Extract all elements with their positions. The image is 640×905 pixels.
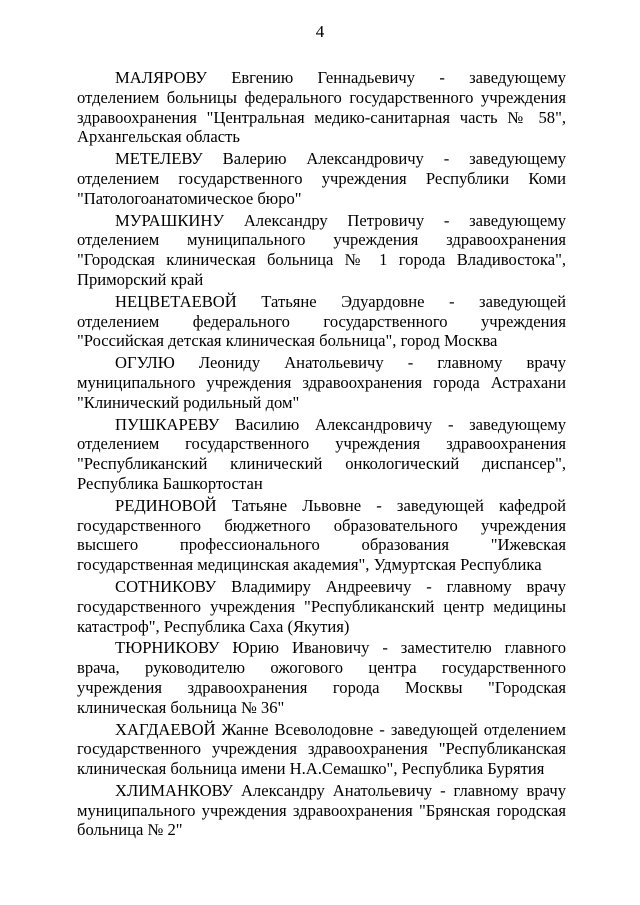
award-entry-pushkarev: ПУШКАРЕВУ Василию Александровичу - заведующему отделением государственного учреждения здравоохранения "Республиканский клинический онкологический диспансер", Республика Башкортостан [77,414,566,493]
award-entry-maliarov: МАЛЯРОВУ Евгению Геннадьевичу - заведующему отделением больницы федерального государственного учреждения здравоохранения "Центральная медико-санитарная часть № 58", Архангельская область [77,68,566,147]
award-list [77,68,566,842]
award-entry-metelev: МЕТЕЛЕВУ Валерию Александровичу - заведующему отделением государственного учреждения Республики Коми "Патологоанатомическое бюро" [77,149,566,208]
award-entry-khagdaeva: ХАГДАЕВОЙ Жанне Всеволодовне - заведующей отделением государственного учреждения здравоохранения "Республиканская клиническая больница имени Н.А.Семашко", Республика Бурятия [77,719,566,779]
award-entry-redinova: РЕДИНОВОЙ Татьяне Львовне - заведующей кафедрой государственного бюджетного образовательного учреждения высшего профессионального образования "Ижевская государственная медицинская академия", Удмуртская Республика [77,495,566,575]
page-number: 4 [315,22,325,41]
award-entry-khlimankov: ХЛИМАНКОВУ Александру Анатольевичу - главному врачу муниципального учреждения здравоохранения "Брянская городская больница № 2" [77,780,566,840]
award-entry-sotnikov: СОТНИКОВУ Владимиру Андреевичу - главному врачу государственного учреждения "Республиканский центр медицины катастроф", Республика Саха (Якутия) [77,576,566,636]
award-entry-tyurnikov: ТЮРНИКОВУ Юрию Ивановичу - заместителю главного врача, руководителю ожогового центра государственного учреждения здравоохранения города Москвы "Городская клиническая больница № 36" [77,638,566,717]
award-entry-netsvetaeva: НЕЦВЕТАЕВОЙ Татьяне Эдуардовне - заведующей отделением федерального государственного учреждения "Российская детская клиническая больница", город Москва [77,291,566,351]
award-entry-ogul: ОГУЛЮ Леониду Анатольевичу - главному врачу муниципального учреждения здравоохранения города Астрахани "Клинический родильный дом" [77,353,566,412]
award-entry-murashkin: МУРАШКИНУ Александру Петровичу - заведующему отделением муниципального учреждения здравоохранения "Городская клиническая больница № 1 города Владивостока", Приморский край [77,210,566,289]
